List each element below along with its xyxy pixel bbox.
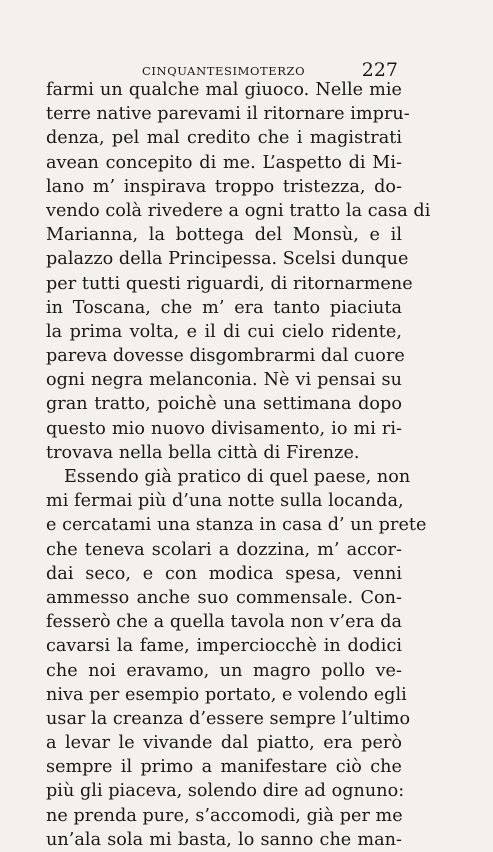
- text-line: avean concepito di me. L’aspetto di Mi-: [46, 152, 402, 173]
- text-line: ammesso anche suo commensale. Con-: [46, 587, 402, 608]
- text-line: la prima volta, e il di cui cielo ridente,: [46, 321, 402, 342]
- text-line: vendo colà rivedere a ogni tratto la casa di: [46, 200, 431, 221]
- text-line: e cercatami una stanza in casa d’ un prete: [46, 515, 427, 536]
- text-line: un’ala sola mi basta, lo sanno che man-: [46, 829, 402, 850]
- text-line: gran tratto, poichè una settimana dopo: [46, 394, 402, 415]
- text-line: ogni negra melanconia. Nè vi pensai su: [46, 370, 402, 391]
- text-line: a levar le vivande dal piatto, era però: [46, 733, 402, 754]
- text-line: in Toscana, che m’ era tanto piaciuta: [46, 297, 402, 318]
- running-title: CINQUANTESIMOTERZO: [142, 64, 306, 78]
- text-line: palazzo della Principessa. Scelsi dunque: [46, 249, 409, 270]
- text-line: Essendo già pratico di quel paese, non: [64, 467, 411, 487]
- text-line: farmi un qualche mal giuoco. Nelle mie: [46, 80, 402, 100]
- text-line: questo mio nuovo divisamento, io mi ri-: [46, 418, 402, 439]
- text-line: che teneva scolari a dozzina, m’ accor-: [46, 539, 402, 560]
- text-line: lano m’ inspirava troppo tristezza, do-: [46, 176, 402, 197]
- text-line: per tutti questi riguardi, di ritornarmene: [46, 273, 413, 294]
- text-line: dai seco, e con modica spesa, venni: [46, 563, 402, 584]
- text-line: che noi eravamo, un magro pollo ve-: [46, 660, 402, 681]
- text-line: sempre il primo a manifestare ciò che: [46, 757, 402, 778]
- text-line: denza, pel mal credito che i magistrati: [46, 128, 402, 149]
- text-line: cavarsi la fame, imperciocchè in dodici: [46, 636, 402, 657]
- text-line: ne prenda pure, s’accomodi, già per me: [46, 805, 403, 826]
- text-line: mi fermai più d’una notte sulla locanda,: [46, 491, 404, 512]
- text-line: trovava nella bella città di Firenze.: [46, 442, 360, 463]
- text-line: niva per esempio portato, e volendo egli: [46, 684, 407, 705]
- text-line: fesserò che a quella tavola non v’era da: [46, 612, 403, 633]
- text-line: Marianna, la bottega del Monsù, e il: [46, 225, 402, 246]
- page-number: 227: [361, 59, 398, 81]
- text-line: più gli piaceva, solendo dire ad ognuno:: [46, 781, 405, 802]
- text-line: pareva dovesse disgombrarmi dal cuore: [46, 346, 405, 367]
- body-text: [46, 78, 431, 852]
- text-line: terre native parevami il ritornare impru-: [46, 104, 410, 125]
- text-line: usar la creanza d’essere sempre l’ultimo: [46, 708, 411, 729]
